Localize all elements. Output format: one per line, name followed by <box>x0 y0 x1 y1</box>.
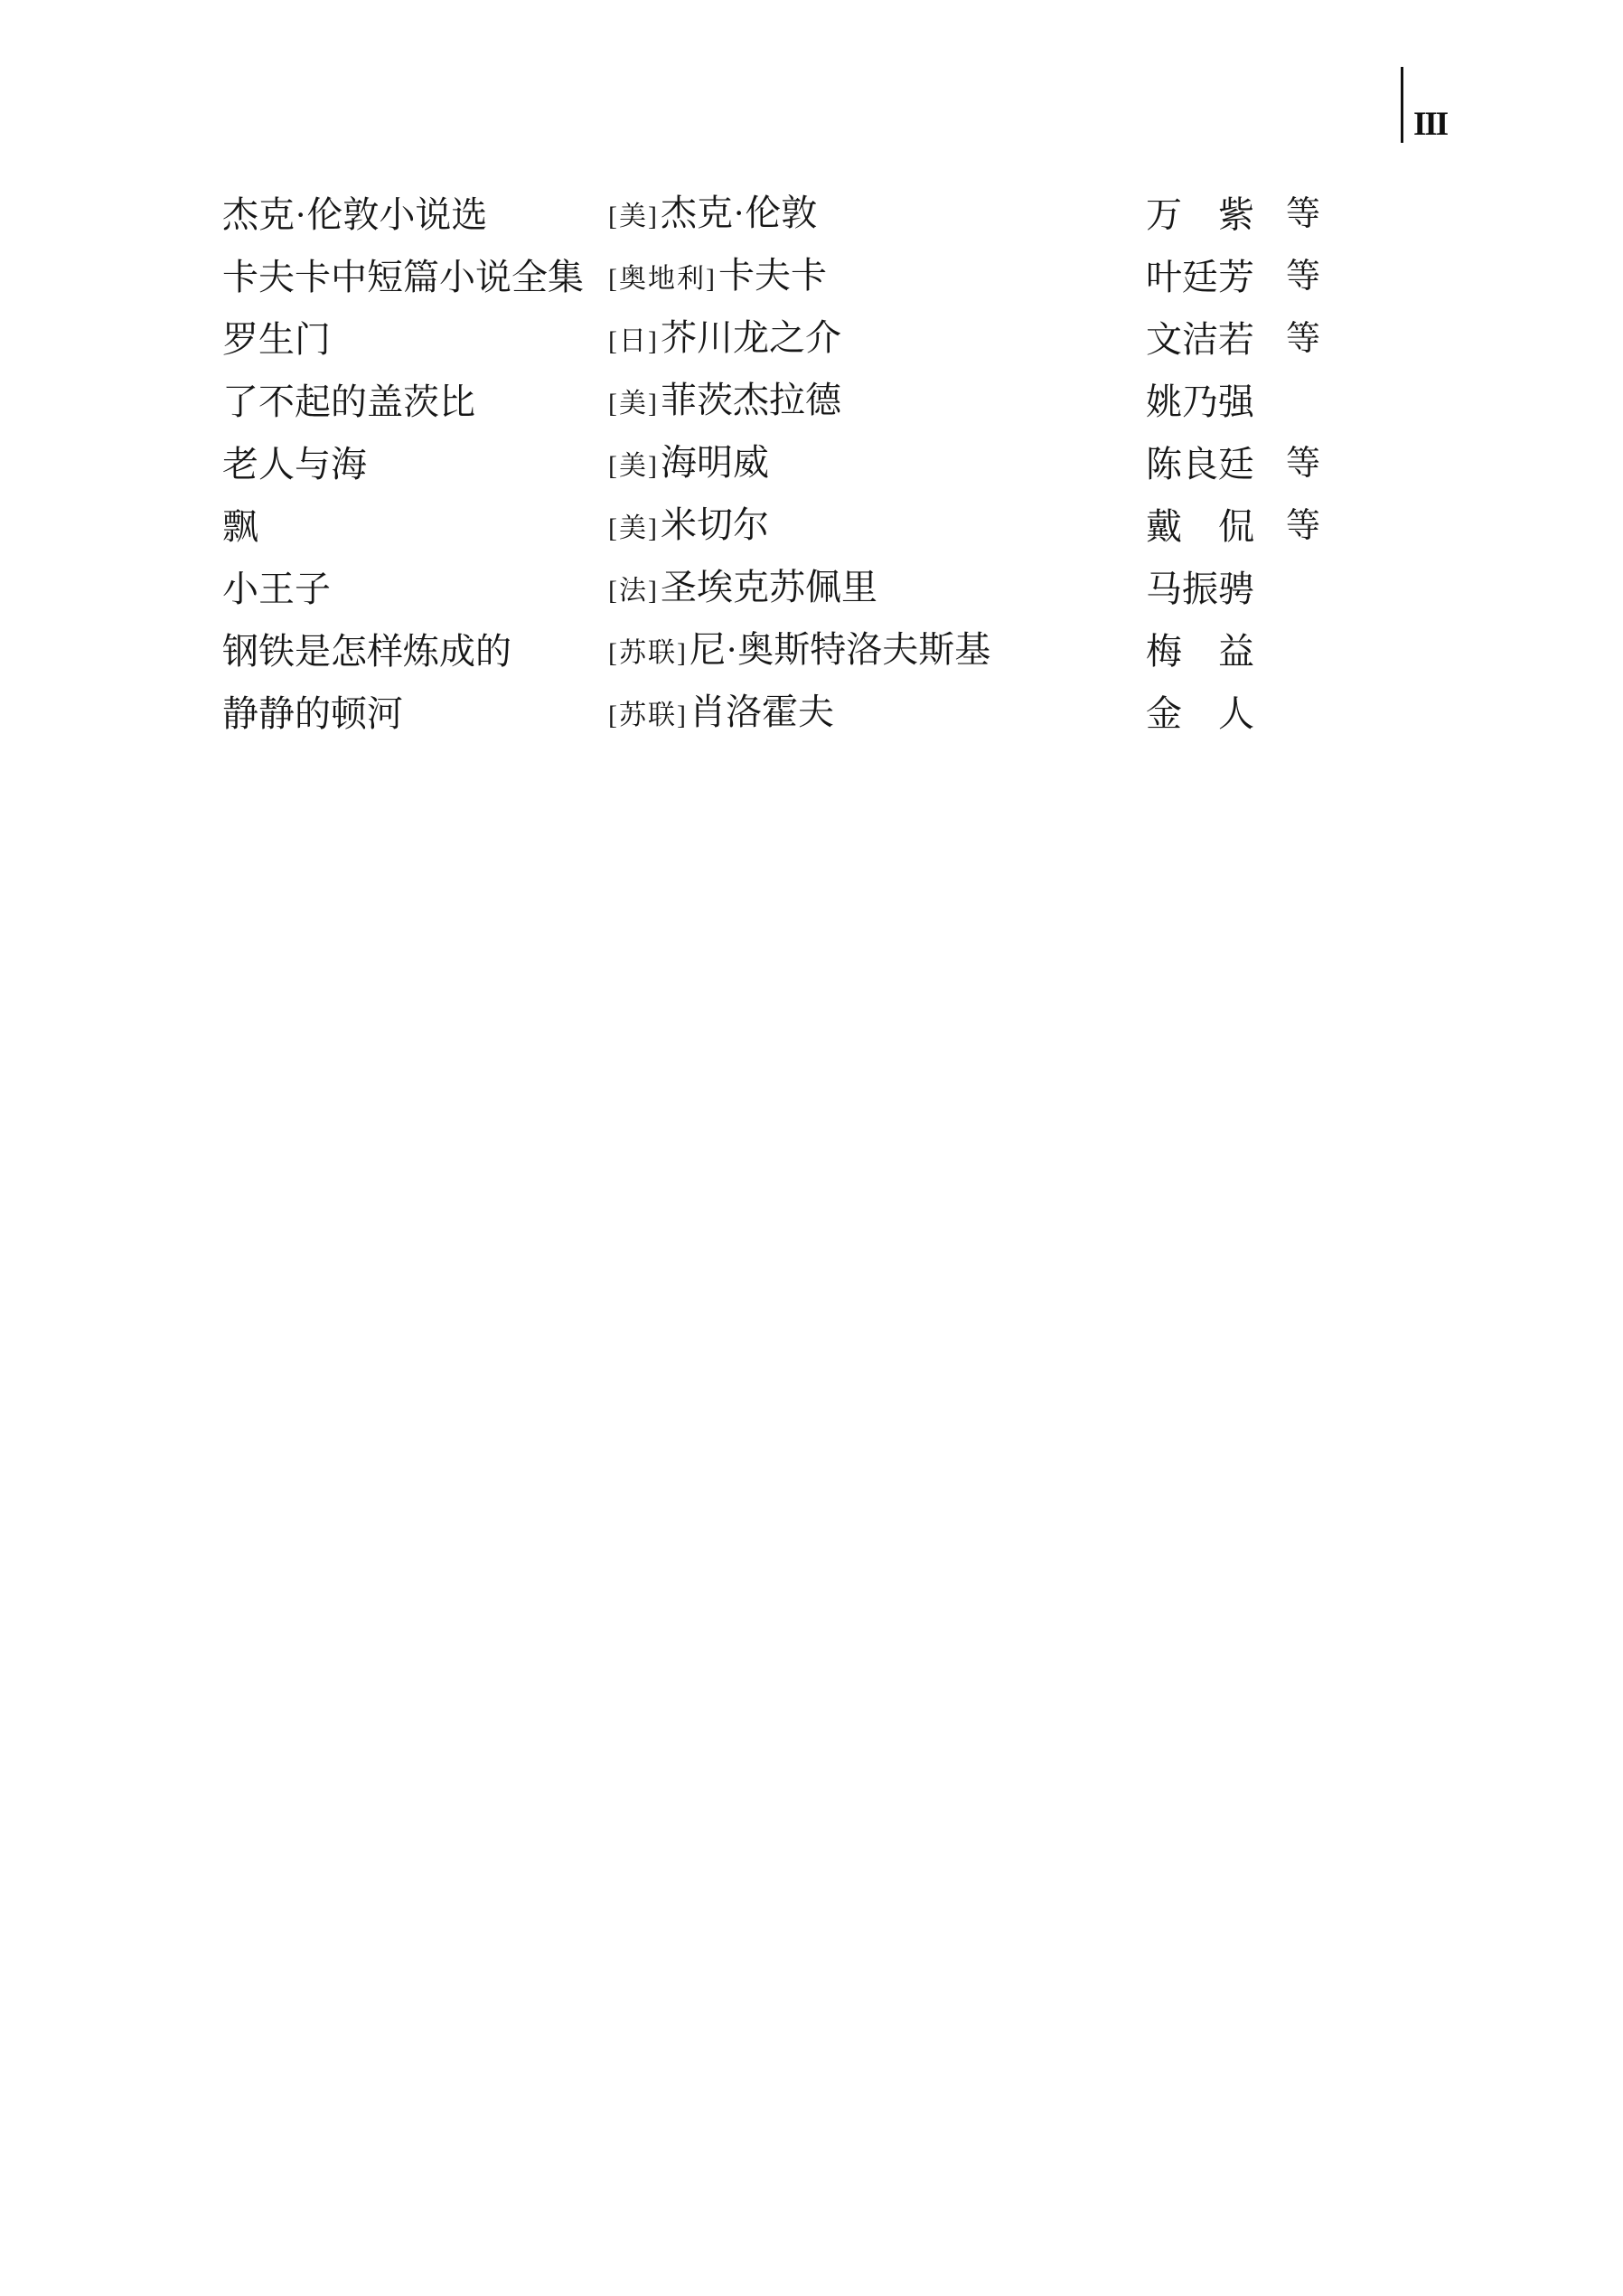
translator-name: 金 人 <box>1146 693 1254 734</box>
book-row <box>222 620 1487 682</box>
book-list <box>222 183 1487 745</box>
book-title: 了不起的盖茨比 <box>222 381 475 422</box>
translator-name: 马振骋 <box>1146 569 1254 609</box>
page-marker-rule <box>1401 67 1403 143</box>
book-author <box>608 182 1146 248</box>
book-translator <box>1146 433 1320 495</box>
translator-suffix: 等 <box>1286 258 1321 296</box>
book-author <box>608 494 1146 560</box>
book-author <box>608 618 1146 684</box>
page-number: III <box>1413 106 1448 143</box>
author-name: 海明威 <box>660 442 769 483</box>
book-author <box>608 369 1146 435</box>
book-translator <box>1146 308 1320 371</box>
author-origin: [法] <box>608 576 659 606</box>
book-author <box>608 244 1146 310</box>
book-author <box>608 556 1146 622</box>
book-translator <box>1146 246 1320 308</box>
book-translator <box>1146 620 1286 682</box>
author-name: 卡夫卡 <box>718 255 827 296</box>
book-author <box>608 681 1146 747</box>
translator-suffix: 等 <box>1286 320 1321 358</box>
book-row <box>222 308 1487 371</box>
book-row <box>222 682 1487 745</box>
book-author <box>608 306 1146 372</box>
book-row <box>222 495 1487 558</box>
translator-name: 戴 侃 <box>1146 506 1254 547</box>
book-translator <box>1146 183 1320 246</box>
book-title: 卡夫卡中短篇小说全集 <box>222 257 584 297</box>
translator-suffix: 等 <box>1286 195 1321 233</box>
author-origin: [美] <box>608 202 659 231</box>
translator-name: 梅 益 <box>1146 631 1254 672</box>
book-title: 罗生门 <box>222 319 331 360</box>
book-translator <box>1146 495 1320 558</box>
translator-suffix: 等 <box>1286 507 1321 545</box>
book-translator <box>1146 558 1286 620</box>
book-translator <box>1146 371 1286 433</box>
author-name: 芥川龙之介 <box>660 317 841 358</box>
author-name: 菲茨杰拉德 <box>660 380 841 420</box>
book-title: 静静的顿河 <box>222 693 403 734</box>
author-origin: [苏联] <box>608 638 688 668</box>
author-name: 尼·奥斯特洛夫斯基 <box>689 629 991 670</box>
author-name: 圣埃克苏佩里 <box>660 567 877 607</box>
author-name: 肖洛霍夫 <box>689 692 834 732</box>
book-title: 老人与海 <box>222 444 367 485</box>
author-origin: [苏联] <box>608 701 688 730</box>
book-row <box>222 246 1487 308</box>
book-title: 杰克·伦敦小说选 <box>222 194 488 235</box>
book-row <box>222 183 1487 246</box>
book-translator <box>1146 682 1286 745</box>
book-author <box>608 431 1146 497</box>
book-title: 钢铁是怎样炼成的 <box>222 631 511 672</box>
translator-name: 万 紫 <box>1146 194 1254 235</box>
translator-suffix: 等 <box>1286 445 1321 483</box>
book-title: 小王子 <box>222 569 331 609</box>
translator-name: 叶廷芳 <box>1146 257 1254 297</box>
book-title: 飘 <box>222 506 258 547</box>
translator-name: 陈良廷 <box>1146 444 1254 485</box>
author-name: 杰克·伦敦 <box>660 193 818 233</box>
book-row <box>222 371 1487 433</box>
author-origin: [奥地利] <box>608 264 717 294</box>
author-origin: [美] <box>608 389 659 419</box>
author-origin: [美] <box>608 513 659 543</box>
translator-name: 文洁若 <box>1146 319 1254 360</box>
author-origin: [美] <box>608 451 659 481</box>
author-origin: [日] <box>608 326 659 356</box>
book-row <box>222 433 1487 495</box>
translator-name: 姚乃强 <box>1146 381 1254 422</box>
author-name: 米切尔 <box>660 504 769 545</box>
book-row <box>222 558 1487 620</box>
